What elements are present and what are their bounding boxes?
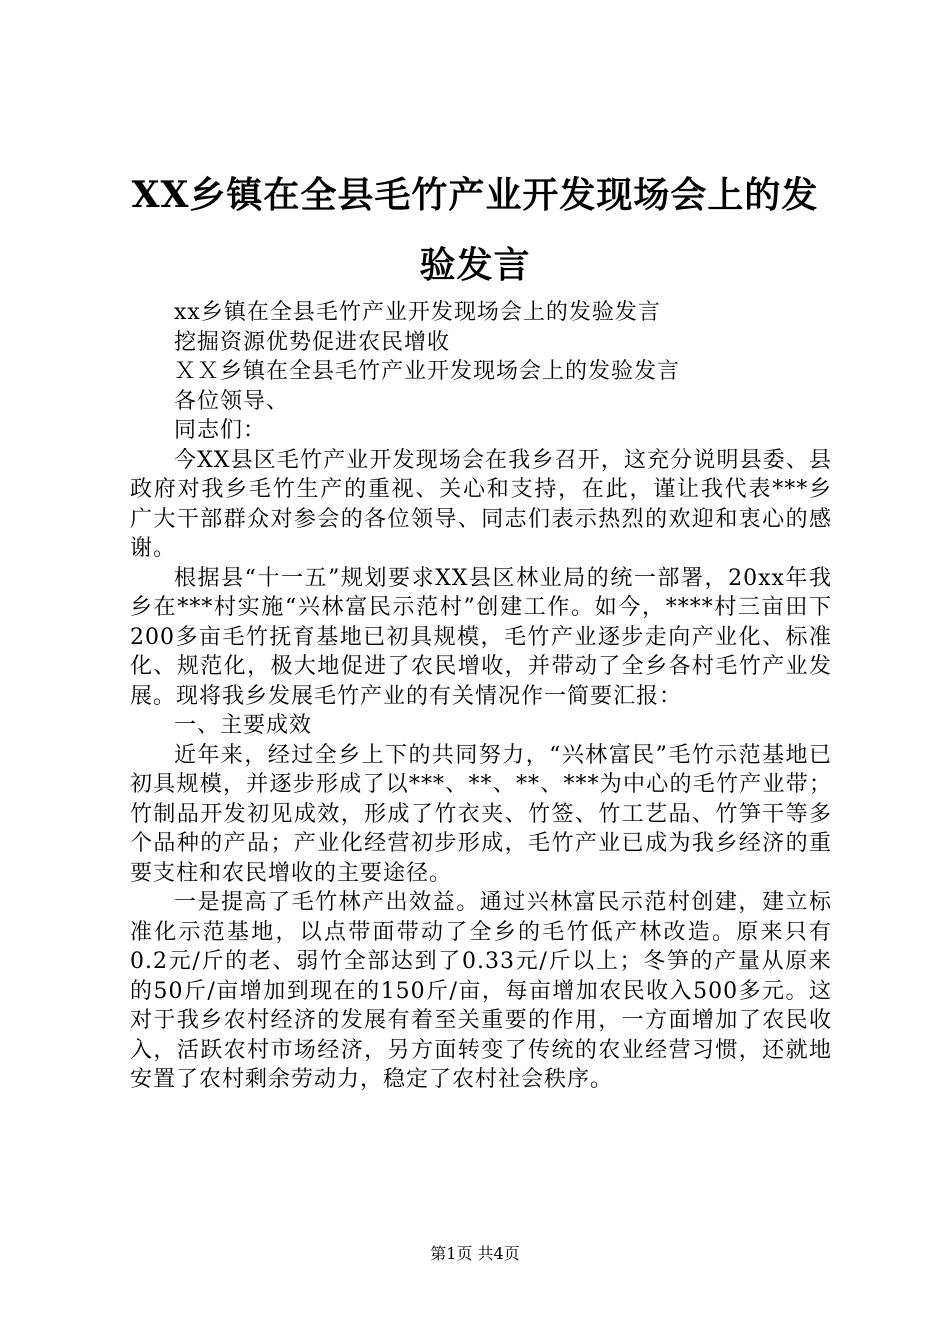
section-heading-main-results: 一、主要成效 (174, 713, 313, 738)
paragraph-salutation-leaders: 各位领导、 (174, 388, 290, 414)
paragraph-subtitle: 挖掘资源优势促进农民增收 (174, 329, 451, 355)
paragraph-results-summary: 近年来，经过全乡上下的共同努力，“兴林富民”毛竹示范基地已初具规模，并逐步形成了以***、**、**、***为中心的毛竹产业带；竹制品开发初见成效，形成了竹衣夹、竹签、竹工艺品、竹笋干等多个品种的产品；产业化经营初步形成，毛竹产业已成为我乡经济的重要支柱和农民增收的主要途径。 (130, 742, 832, 886)
paragraph-heading-formal: ＸＸ乡镇在全县毛竹产业开发现场会上的发验发言 (174, 359, 681, 384)
page-number-footer: 第1页 共4页 (430, 1244, 520, 1263)
paragraph-salutation-comrades: 同志们： (174, 418, 267, 443)
paragraph-first-point: 一是提高了毛竹林产出效益。通过兴林富民示范村创建，建立标准化示范基地，以点带面带动了全乡的毛竹低产林改造。原来只有0.2元/斤的老、弱竹全部达到了0.33元/斤以上；冬笋的产量从原来的50斤/亩增加到现在的150斤/亩，每亩增加农民收入500多元。这对于我乡农村经济的发展有着至关重要的作用，一方面增加了农民收入，活跃农村市场经济，另方面转变了传统的农业经营习惯，还就地安置了农村剩余劳动力，稳定了农村社会秩序。 (130, 890, 832, 1092)
paragraph-background: 根据县“十一五”规划要求XX县区林业局的统一部署，20xx年我乡在***村实施“兴林富民示范村”创建工作。如今，****村三亩田下200多亩毛竹抚育基地已初具规模，毛竹产业逐步走向产业化、标准化、规范化，极大地促进了农民增收，并带动了全乡各村毛竹产业发展。现将我乡发展毛竹产业的有关情况作一简要汇报： (130, 565, 832, 709)
document-body (130, 298, 832, 1095)
paragraph-heading-repeat: xx乡镇在全县毛竹产业开发现场会上的发验发言 (174, 300, 661, 325)
paragraph-welcome: 今XX县区毛竹产业开发现场会在我乡召开，这充分说明县委、县政府对我乡毛竹生产的重视、关心和支持，在此，谨让我代表***乡广大干部群众对参会的各位领导、同志们表示热烈的欢迎和衷心的感谢。 (130, 447, 832, 561)
document-title: XX乡镇在全县毛竹产业开发现场会上的发验发言 (131, 174, 819, 286)
